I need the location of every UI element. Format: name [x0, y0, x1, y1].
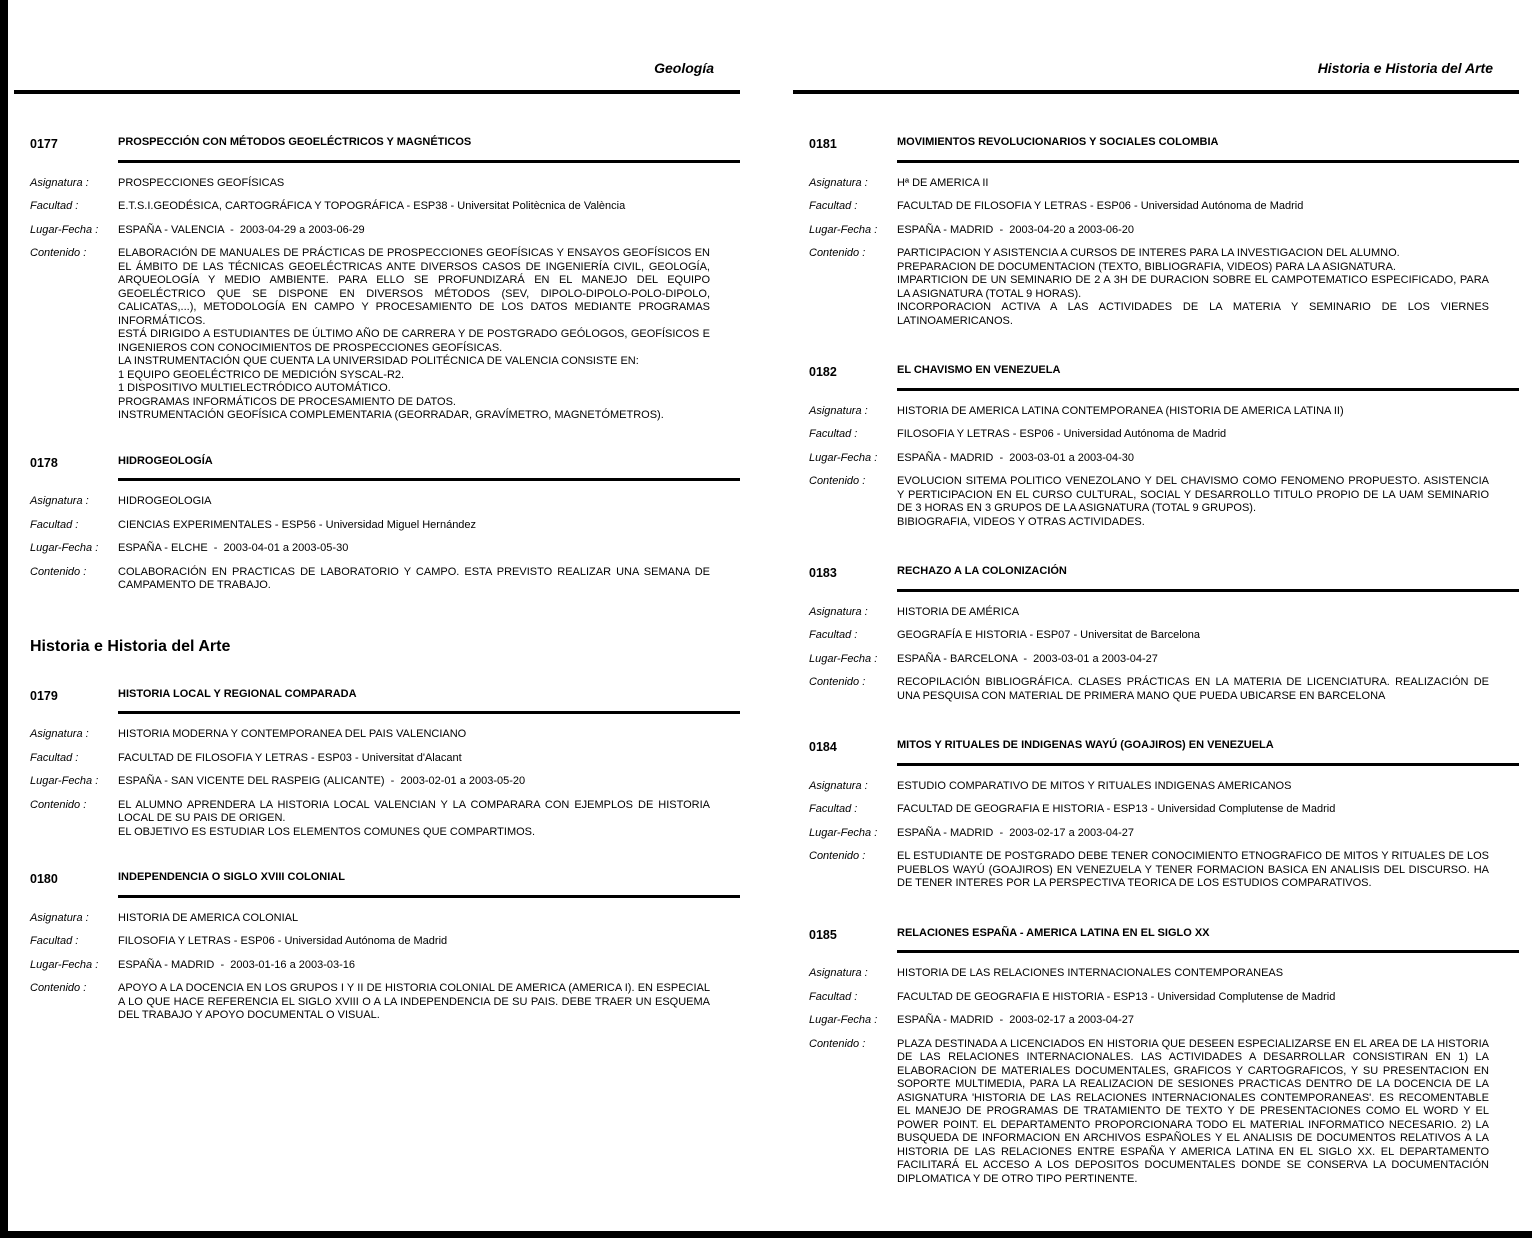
page-header: Geología	[654, 60, 714, 76]
field-row-asignatura	[809, 780, 1489, 794]
field-label-facultad: Facultad :	[30, 200, 79, 212]
field-value-facultad: FACULTAD DE GEOGRAFIA E HISTORIA - ESP13 - Universidad Complutense de Madrid	[897, 803, 1336, 815]
field-label-lugar_fecha: Lugar-Fecha :	[809, 451, 878, 464]
course-code: 0181	[809, 137, 837, 151]
field-row-facultad	[809, 803, 1489, 817]
field-value-lugar_fecha: ESPAÑA - MADRID - 2003-02-17 a 2003-04-27	[897, 826, 1135, 839]
course-entry	[14, 136, 740, 423]
contenido-line: EL ALUMNO APRENDERA LA HISTORIA LOCAL VALENCIAN Y LA COMPARARA CON EJEMPLOS DE HISTORIA LOCAL DE SU PAIS DE ORIGEN.	[118, 798, 710, 824]
course-entry-head	[809, 364, 1519, 391]
field-label-facultad: Facultad :	[30, 935, 79, 947]
field-value-asignatura: Hª DE AMERICA II	[897, 176, 989, 189]
field-value-asignatura: HISTORIA MODERNA Y CONTEMPORANEA DEL PAIS VALENCIANO	[118, 728, 467, 740]
course-title: RECHAZO A LA COLONIZACIÓN	[897, 565, 1519, 592]
field-row-contenido	[809, 475, 1489, 529]
field-label-contenido: Contenido :	[809, 247, 866, 259]
course-entry-head	[30, 688, 740, 715]
field-value-lugar_fecha: ESPAÑA - ELCHE - 2003-04-01 a 2003-05-30	[118, 542, 349, 554]
course-title: MITOS Y RITUALES DE INDIGENAS WAYÚ (GOAJIROS) EN VENEZUELA	[897, 739, 1519, 766]
field-label-lugar_fecha: Lugar-Fecha :	[30, 775, 99, 787]
course-entry	[793, 565, 1519, 703]
field-row-asignatura	[809, 177, 1489, 191]
course-entry	[14, 871, 740, 1023]
field-value-contenido	[118, 799, 710, 840]
course-entry	[793, 927, 1519, 1187]
field-row-contenido	[30, 982, 710, 1023]
field-value-facultad: FILOSOFIA Y LETRAS - ESP06 - Universidad Autónoma de Madrid	[897, 428, 1227, 440]
field-value-facultad: FACULTAD DE GEOGRAFIA E HISTORIA - ESP13 - Universidad Complutense de Madrid	[897, 990, 1336, 1003]
field-value-contenido	[897, 850, 1489, 891]
contenido-line: LA INSTRUMENTACIÓN QUE CUENTA LA UNIVERSIDAD POLITÉCNICA DE VALENCIA CONSISTE EN:	[118, 355, 639, 367]
field-value-asignatura: HISTORIA DE AMERICA LATINA CONTEMPORANEA (HISTORIA DE AMERICA LATINA II)	[897, 404, 1344, 417]
course-code: 0185	[809, 927, 837, 942]
contenido-line: EVOLUCION SITEMA POLITICO VENEZOLANO Y DEL CHAVISMO COMO FENOMENO PROPUESTO. ASISTENCIA Y PERTICIPACION EN EL CURSO CULTURAL, SOCIAL Y DESARROLLO TITULO PROPIO DE LA UAM SEMINARIO DE 3 HORAS EN 3 GRUPOS DE LA ASIGNATURA (TOTAL 9 GRUPOS).	[897, 475, 1489, 514]
contenido-line: RECOPILACIÓN BIBLIOGRÁFICA. CLASES PRÁCTICAS EN LA MATERIA DE LICENCIATURA. REALIZACIÓN DE UNA PESQUISA CON MATERIAL DE PRIMERA MANO QUE PUEDA UBICARSE EN BARCELONA	[897, 676, 1489, 702]
contenido-line: EL OBJETIVO ES ESTUDIAR LOS ELEMENTOS COMUNES QUE COMPARTIMOS.	[118, 825, 536, 838]
field-row-facultad	[809, 200, 1489, 214]
contenido-line: INCORPORACION ACTIVA A LAS ACTIVIDADES DE LA MATERIA Y SEMINARIO DE LOS VIERNES LATINOAMERICANOS.	[897, 301, 1489, 327]
course-fields	[30, 728, 740, 839]
course-fields	[809, 606, 1519, 704]
field-row-lugar_fecha	[809, 452, 1489, 466]
field-value-asignatura: ESTUDIO COMPARATIVO DE MITOS Y RITUALES INDIGENAS AMERICANOS	[897, 779, 1292, 792]
field-row-asignatura	[809, 606, 1489, 620]
field-label-asignatura: Asignatura :	[30, 728, 89, 740]
course-entry	[793, 364, 1519, 529]
field-row-facultad	[30, 519, 710, 533]
course-code: 0178	[30, 455, 58, 470]
field-label-lugar_fecha: Lugar-Fecha :	[809, 223, 878, 236]
field-value-lugar_fecha: ESPAÑA - VALENCIA - 2003-04-29 a 2003-06-29	[118, 223, 365, 236]
field-value-contenido	[897, 676, 1489, 703]
field-row-facultad	[809, 991, 1489, 1005]
field-value-contenido	[897, 247, 1489, 328]
course-entry	[14, 688, 740, 840]
field-value-contenido	[118, 982, 710, 1023]
field-label-lugar_fecha: Lugar-Fecha :	[809, 1014, 878, 1026]
contenido-line: 1 DISPOSITIVO MULTIELECTRÓDICO AUTOMÁTICO.	[118, 382, 391, 394]
field-label-asignatura: Asignatura :	[30, 176, 89, 189]
course-code: 0182	[809, 365, 837, 379]
course-fields	[809, 405, 1519, 530]
field-label-lugar_fecha: Lugar-Fecha :	[809, 652, 878, 665]
course-code: 0177	[30, 137, 58, 151]
course-code: 0180	[30, 872, 58, 886]
contenido-line: INSTRUMENTACIÓN GEOFÍSICA COMPLEMENTARIA (GEORRADAR, GRAVÍMETRO, MAGNETÓMETROS).	[118, 409, 664, 421]
field-row-contenido	[809, 247, 1489, 328]
field-row-asignatura	[30, 177, 710, 191]
course-fields	[809, 177, 1519, 329]
field-value-facultad: CIENCIAS EXPERIMENTALES - ESP56 - Universidad Miguel Hernández	[118, 518, 477, 531]
field-row-contenido	[30, 566, 710, 593]
field-row-lugar_fecha	[30, 959, 710, 973]
course-entry-head	[30, 136, 740, 163]
field-row-facultad	[30, 935, 710, 949]
course-title: HISTORIA LOCAL Y REGIONAL COMPARADA	[118, 688, 740, 715]
field-row-facultad	[809, 629, 1489, 643]
course-code: 0179	[30, 688, 58, 703]
field-label-contenido: Contenido :	[809, 1037, 866, 1050]
field-value-asignatura: HISTORIA DE AMÉRICA	[897, 605, 1020, 618]
course-entry	[14, 455, 740, 593]
page-header-rule	[14, 90, 740, 94]
field-label-facultad: Facultad :	[30, 751, 79, 764]
contenido-line: PLAZA DESTINADA A LICENCIADOS EN HISTORIA QUE DESEEN ESPECIALIZARSE EN EL AREA DE LA HISTORIA DE LAS RELACIONES INTERNACIONALES. LAS ACTIVIDADES A DESARROLLAR CONSISTIRAN EN 1) LA ELABORACION DE MATERIALES DOCUMENTALES, GRAFICOS Y CARTOGRAFICOS, Y SU PRESENTACION EN SOPORTE MULTIMEDIA, PARA LA REALIZACION DE SESIONES PRACTICAS DENTRO DE LA DOCENCIA DE LA ASIGNATURA 'HISTORIA DE LAS RELACIONES INTERNACIONALES CONTEMPORANEAS'. ES RECOMENTABLE EL MANEJO DE PROGRAMAS DE TRATAMIENTO DE TEXTO Y DE PRESENTACIONES COMO EL WORD Y EL POWER POINT. EL DEPARTAMENTO PROPORCIONARA TODO EL MATERIAL INFORMATICO NECESARIO. 2) LA BUSQUEDA DE INFORMACION EN ARCHIVOS ESPAÑOLES Y EL ANALISIS DE DOCUMENTOS RELATIVOS A LA HISTORIA DE LAS RELACIONES ENTRE ESPAÑA Y AMERICA LATINA EN EL SIGLO XX. EL DEPARTAMENTO FACILITARÁ EL ACCESO A LOS DEPOSITOS DOCUMENTALES DONDE SE CONSERVA LA DOCUMENTACIÓN DIPLOMATICA Y DE OTRO TIPO PERTINENTE.	[897, 1037, 1489, 1185]
field-label-lugar_fecha: Lugar-Fecha :	[809, 826, 878, 839]
contenido-line: BIBIOGRAFIA, VIDEOS Y OTRAS ACTIVIDADES.	[897, 515, 1145, 528]
field-row-facultad	[809, 428, 1489, 442]
field-label-lugar_fecha: Lugar-Fecha :	[30, 223, 99, 236]
field-label-contenido: Contenido :	[30, 798, 87, 811]
field-label-contenido: Contenido :	[809, 850, 866, 862]
contenido-line: PREPARACION DE DOCUMENTACION (TEXTO, BIBLIOGRAFIA, VIDEOS) PARA LA ASIGNATURA.	[897, 260, 1396, 273]
field-value-asignatura: PROSPECCIONES GEOFÍSICAS	[118, 176, 285, 189]
page-header-rule	[793, 90, 1519, 94]
field-label-contenido: Contenido :	[30, 565, 87, 578]
field-value-facultad: E.T.S.I.GEODÉSICA, CARTOGRÁFICA Y TOPOGRÁFICA - ESP38 - Universitat Politècnica de València	[118, 200, 626, 212]
field-value-lugar_fecha: ESPAÑA - MADRID - 2003-03-01 a 2003-04-30	[897, 451, 1135, 464]
field-row-asignatura	[30, 912, 710, 926]
field-row-lugar_fecha	[30, 542, 710, 556]
field-value-facultad: FILOSOFIA Y LETRAS - ESP06 - Universidad Autónoma de Madrid	[118, 935, 448, 947]
field-label-contenido: Contenido :	[30, 247, 87, 259]
field-label-asignatura: Asignatura :	[809, 967, 868, 979]
field-row-facultad	[30, 200, 710, 214]
contenido-line: EL ESTUDIANTE DE POSTGRADO DEBE TENER CONOCIMIENTO ETNOGRAFICO DE MITOS Y RITUALES DE LOS PUEBLOS WAYÚ (GOAJIROS) EN VENEZUELA Y TENER FORMACION BASICA EN ANALISIS DEL DISCURSO. HA DE TENER INTERES POR LA PERSPECTIVA TEORICA DE LOS ESTUDIOS COMPARATIVOS.	[897, 850, 1489, 889]
course-title: HIDROGEOLOGÍA	[118, 455, 740, 482]
field-value-asignatura: HISTORIA DE LAS RELACIONES INTERNACIONALES CONTEMPORANEAS	[897, 967, 1284, 979]
field-value-asignatura: HISTORIA DE AMERICA COLONIAL	[118, 911, 299, 924]
page-header: Historia e Historia del Arte	[1317, 60, 1493, 76]
course-entry-head	[30, 871, 740, 898]
field-value-lugar_fecha: ESPAÑA - MADRID - 2003-04-20 a 2003-06-20	[897, 223, 1135, 236]
field-label-asignatura: Asignatura :	[30, 495, 89, 507]
field-value-facultad: FACULTAD DE FILOSOFIA Y LETRAS - ESP03 - Universitat d'Alacant	[118, 751, 462, 764]
course-entry	[793, 739, 1519, 891]
field-label-facultad: Facultad :	[809, 990, 858, 1003]
scan-edge-left	[0, 0, 8, 1238]
contenido-line: PARTICIPACION Y ASISTENCIA A CURSOS DE INTERES PARA LA INVESTIGACION DEL ALUMNO.	[897, 247, 1400, 259]
course-title: INDEPENDENCIA O SIGLO XVIII COLONIAL	[118, 871, 740, 898]
field-label-lugar_fecha: Lugar-Fecha :	[30, 958, 99, 971]
field-row-lugar_fecha	[30, 224, 710, 238]
field-value-contenido	[897, 475, 1489, 529]
field-label-facultad: Facultad :	[809, 200, 858, 212]
contenido-line: ELABORACIÓN DE MANUALES DE PRÁCTICAS DE PROSPECCIONES GEOFÍSICAS Y ENSAYOS GEOFÍSICOS EN EL ÁMBITO DE LAS TÉCNICAS GEOELÉCTRICAS ANTE DIVERSOS CASOS DE INGENIERÍA CIVIL, GEOLOGÍA, ARQUEOLOGÍA Y MEDIO AMBIENTE. PARA ELLO SE PROFUNDIZARÁ EN EL MANEJO DEL EQUIPO GEOELÉCTRICO QUE SE DISPONE EN DIVERSOS MÉTODOS (SEV, DIPOLO-DIPOLO-POLO-DIPOLO, CALICATAS,...), METODOLOGÍA EN CAMPO Y PROCESAMIENTO DE LOS DATOS MEDIANTE PROGRAMAS INFORMÁTICOS.	[118, 247, 710, 327]
field-row-lugar_fecha	[809, 827, 1489, 841]
field-row-contenido	[809, 850, 1489, 891]
field-value-lugar_fecha: ESPAÑA - MADRID - 2003-01-16 a 2003-03-16	[118, 958, 356, 971]
field-value-contenido	[897, 1038, 1489, 1187]
section-heading: Historia e Historia del Arte	[30, 637, 231, 655]
catalog-page	[793, 0, 1519, 1196]
field-row-asignatura	[30, 728, 710, 742]
field-row-asignatura	[809, 405, 1489, 419]
field-label-contenido: Contenido :	[30, 982, 87, 994]
field-label-asignatura: Asignatura :	[809, 404, 868, 417]
field-row-lugar_fecha	[809, 653, 1489, 667]
field-label-asignatura: Asignatura :	[809, 605, 868, 618]
course-entry-head	[809, 739, 1519, 766]
field-value-contenido	[118, 247, 710, 423]
field-row-asignatura	[809, 967, 1489, 981]
field-label-contenido: Contenido :	[809, 676, 866, 688]
scan-edge-bottom	[0, 1231, 1532, 1238]
course-entry-head	[30, 455, 740, 482]
field-label-asignatura: Asignatura :	[30, 911, 89, 924]
course-fields	[809, 780, 1519, 891]
field-label-facultad: Facultad :	[30, 518, 79, 531]
course-entry-head	[809, 136, 1519, 163]
contenido-line: PROGRAMAS INFORMÁTICOS DE PROCESAMIENTO DE DATOS.	[118, 395, 456, 408]
course-entry-head	[809, 927, 1519, 954]
field-label-asignatura: Asignatura :	[809, 176, 868, 189]
contenido-line: APOYO A LA DOCENCIA EN LOS GRUPOS I Y II DE HISTORIA COLONIAL DE AMERICA (AMERICA I). EN ESPECIAL A LO QUE HACE REFERENCIA EL SIGLO XVIII O A LA INDEPENDENCIA DE SU PAIS. DEBE TRAER UN ESQUEMA DEL TRABAJO Y APOYO DOCUMENTAL O VISUAL.	[118, 982, 710, 1021]
course-code: 0184	[809, 740, 837, 754]
course-title: RELACIONES ESPAÑA - AMERICA LATINA EN EL SIGLO XX	[897, 927, 1519, 954]
contenido-line: COLABORACIÓN EN PRACTICAS DE LABORATORIO Y CAMPO. ESTA PREVISTO REALIZAR UNA SEMANA DE CAMPAMENTO DE TRABAJO.	[118, 565, 710, 591]
contenido-line: ESTÁ DIRIGIDO A ESTUDIANTES DE ÚLTIMO AÑO DE CARRERA Y DE POSTGRADO GEÓLOGOS, GEOFÍSICOS E INGENIEROS CON CONOCIMIENTOS DE PROSPECCIONES GEOFÍSICAS.	[118, 328, 710, 354]
course-title: PROSPECCIÓN CON MÉTODOS GEOELÉCTRICOS Y MAGNÉTICOS	[118, 136, 740, 163]
field-value-lugar_fecha: ESPAÑA - SAN VICENTE DEL RASPEIG (ALICANTE) - 2003-02-01 a 2003-05-20	[118, 775, 526, 787]
field-row-contenido	[809, 1038, 1489, 1187]
field-row-lugar_fecha	[809, 1014, 1489, 1028]
field-value-facultad: FACULTAD DE FILOSOFIA Y LETRAS - ESP06 - Universidad Autónoma de Madrid	[897, 200, 1304, 212]
field-label-facultad: Facultad :	[809, 629, 858, 641]
field-label-contenido: Contenido :	[809, 475, 866, 487]
course-fields	[30, 495, 740, 593]
course-title: MOVIMIENTOS REVOLUCIONARIOS Y SOCIALES COLOMBIA	[897, 136, 1519, 163]
field-value-contenido	[118, 566, 710, 593]
field-value-asignatura: HIDROGEOLOGIA	[118, 495, 212, 507]
field-label-facultad: Facultad :	[809, 428, 858, 440]
course-title: EL CHAVISMO EN VENEZUELA	[897, 364, 1519, 391]
course-code: 0183	[809, 566, 837, 580]
field-value-lugar_fecha: ESPAÑA - MADRID - 2003-02-17 a 2003-04-27	[897, 1014, 1135, 1026]
field-value-facultad: GEOGRAFÍA E HISTORIA - ESP07 - Universitat de Barcelona	[897, 629, 1201, 641]
catalog-page	[14, 0, 740, 1196]
field-row-contenido	[809, 676, 1489, 703]
field-row-lugar_fecha	[809, 224, 1489, 238]
contenido-line: 1 EQUIPO GEOELÉCTRICO DE MEDICIÓN SYSCAL-R2.	[118, 368, 405, 381]
course-fields	[30, 177, 740, 423]
course-entry-head	[809, 565, 1519, 592]
field-label-asignatura: Asignatura :	[809, 779, 868, 792]
field-value-lugar_fecha: ESPAÑA - BARCELONA - 2003-03-01 a 2003-04-27	[897, 652, 1158, 665]
contenido-line: IMPARTICION DE UN SEMINARIO DE 2 A 3H DE DURACION SOBRE EL CAMPOTEMATICO ESPECIFICADO, PARA LA ASIGNATURA (TOTAL 9 HORAS).	[897, 274, 1489, 300]
field-row-lugar_fecha	[30, 775, 710, 789]
field-row-contenido	[30, 247, 710, 423]
course-fields	[809, 967, 1519, 1186]
field-label-lugar_fecha: Lugar-Fecha :	[30, 542, 99, 554]
field-label-facultad: Facultad :	[809, 803, 858, 815]
field-row-facultad	[30, 752, 710, 766]
field-row-asignatura	[30, 495, 710, 509]
course-fields	[30, 912, 740, 1023]
field-row-contenido	[30, 799, 710, 840]
course-entry	[793, 136, 1519, 328]
